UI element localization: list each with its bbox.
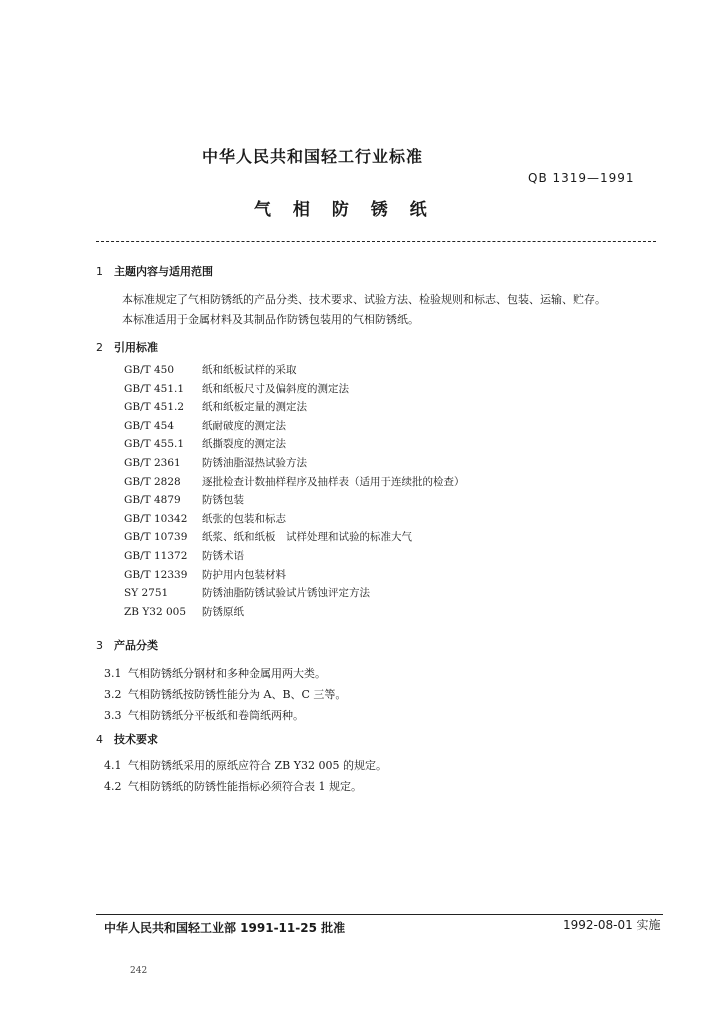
section-1-paragraph: 本标准规定了气相防锈纸的产品分类、技术要求、试验方法、检验规则和标志、包装、运输、贮存。: [122, 293, 606, 306]
reference-title: 防锈原纸: [202, 605, 244, 618]
reference-item: [124, 455, 307, 470]
clause-text: 气相防锈纸分钢材和多种金属用两大类。: [128, 667, 326, 680]
reference-title: 防锈油脂湿热试验方法: [202, 457, 307, 469]
document-title: 气 相 防 锈 纸: [254, 200, 435, 220]
effective-date: 1992-08-01 实施: [563, 918, 661, 932]
clause-text: 气相防锈纸按防锈性能分为 A、B、C 三等。: [128, 688, 347, 701]
clause-number: 4.1: [104, 759, 122, 772]
clause-item: [104, 707, 304, 723]
reference-title: 纸撕裂度的测定法: [202, 438, 286, 451]
reference-item: [124, 381, 349, 396]
reference-title: 纸浆、纸和纸板 试样处理和试验的标准大气: [202, 531, 412, 544]
reference-item: [124, 492, 244, 507]
reference-code: GB/T 10739: [124, 531, 188, 544]
reference-code: ZB Y32 005: [124, 605, 187, 618]
standard-category-title: 中华人民共和国轻工行业标准: [202, 147, 424, 166]
reference-item: [124, 418, 286, 433]
clause-number: 3.2: [104, 688, 122, 701]
reference-code: GB/T 451.2: [124, 401, 185, 414]
clause-text: 气相防锈纸的防锈性能指标必须符合表 1 规定。: [128, 780, 362, 793]
page-number: 242: [130, 966, 148, 976]
section-2-heading: 2 引用标准: [96, 341, 158, 354]
clause-number: 3.3: [104, 709, 122, 722]
reference-title: 防锈油脂防锈试验试片锈蚀评定方法: [202, 587, 370, 600]
section-1-heading: 1 主题内容与适用范围: [96, 265, 213, 278]
reference-item: [124, 436, 286, 451]
reference-item: [124, 511, 286, 526]
reference-title: 纸耐破度的测定法: [202, 419, 286, 432]
reference-title: 纸和纸板试样的采取: [202, 364, 297, 376]
reference-item: [124, 529, 412, 544]
reference-code: SY 2751: [124, 587, 169, 600]
reference-code: GB/T 2828: [124, 475, 181, 488]
reference-item: [124, 604, 244, 619]
section-4-heading: 4 技术要求: [96, 733, 158, 746]
reference-code: GB/T 12339: [124, 568, 188, 581]
clause-text: 气相防锈纸分平板纸和卷筒纸两种。: [128, 709, 304, 722]
reference-code: GB/T 450: [124, 364, 175, 376]
reference-title: 纸和纸板尺寸及偏斜度的测定法: [202, 382, 349, 395]
reference-code: GB/T 454: [124, 419, 175, 432]
reference-title: 纸和纸板定量的测定法: [202, 401, 307, 414]
reference-item: [124, 362, 297, 377]
reference-item: [124, 585, 370, 600]
reference-code: GB/T 4879: [124, 494, 181, 507]
clause-item: [104, 757, 387, 773]
clause-item: [104, 665, 326, 681]
reference-code: GB/T 2361: [124, 457, 181, 469]
clause-number: 4.2: [104, 780, 122, 793]
header-divider: [96, 241, 656, 242]
reference-item: [124, 474, 465, 489]
section-1-paragraph: 本标准适用于金属材料及其制品作防锈包装用的气相防锈纸。: [122, 313, 419, 326]
reference-code: GB/T 11372: [124, 550, 188, 562]
reference-item: [124, 548, 244, 563]
reference-code: GB/T 455.1: [124, 438, 185, 451]
reference-title: 防护用内包装材料: [202, 568, 286, 581]
reference-item: [124, 399, 307, 414]
reference-title: 防锈包装: [202, 494, 244, 507]
footer-divider: [96, 914, 663, 915]
reference-code: GB/T 451.1: [124, 382, 185, 395]
reference-title: 防锈术语: [202, 550, 244, 562]
standard-code: QB 1319—1991: [528, 171, 635, 185]
reference-item: [124, 567, 286, 582]
clause-item: [104, 686, 346, 702]
reference-title: 纸张的包装和标志: [202, 512, 286, 525]
reference-title: 逐批检查计数抽样程序及抽样表（适用于连续批的检查）: [202, 475, 465, 488]
approval-line: 中华人民共和国轻工业部 1991-11-25 批准: [104, 921, 346, 935]
clause-number: 3.1: [104, 667, 122, 680]
section-3-heading: 3 产品分类: [96, 639, 158, 652]
reference-code: GB/T 10342: [124, 512, 188, 525]
clause-item: [104, 778, 362, 794]
clause-text: 气相防锈纸采用的原纸应符合 ZB Y32 005 的规定。: [128, 759, 387, 772]
